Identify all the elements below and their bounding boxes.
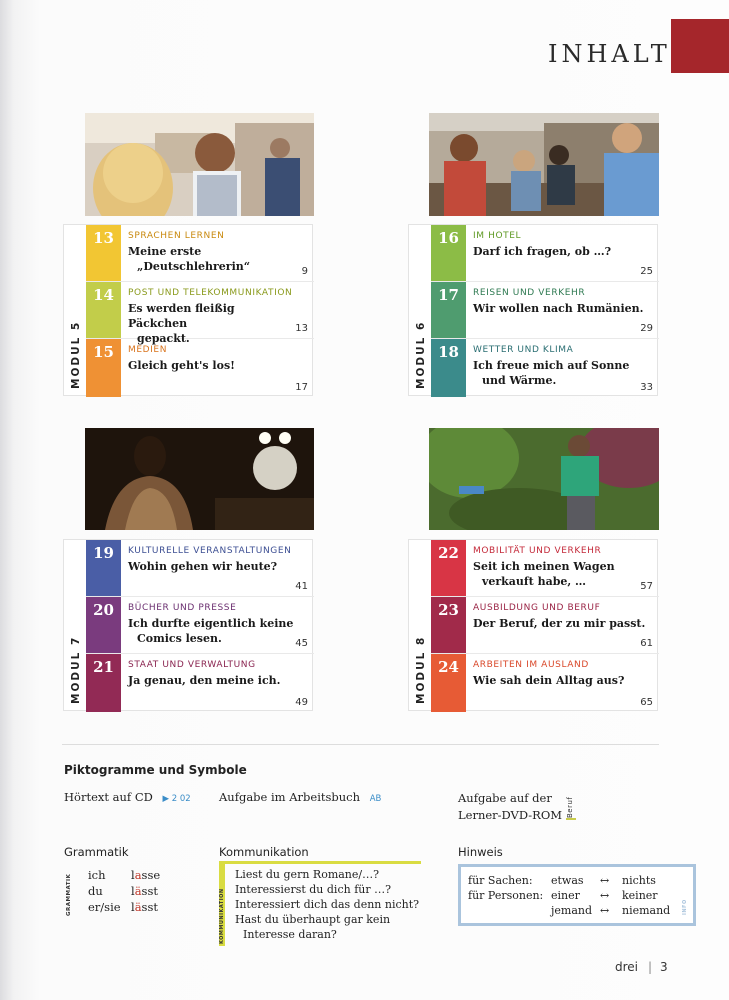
grammar-pronoun: er/sie	[88, 900, 121, 914]
hinweis-right: niemand	[622, 904, 671, 917]
grammatik-side-label: GRAMMATIK	[66, 873, 72, 916]
chapter-number: 13	[86, 225, 121, 281]
kommunikation-side-label: KOMMUNIKATION	[219, 888, 225, 944]
chapter-title: Darf ich fragen, ob …?	[473, 245, 612, 258]
kommunikation-line: Interessiert dich das denn nicht?	[235, 898, 420, 911]
chapter-page: 25	[640, 266, 653, 277]
legend-dvd: Aufgabe auf der Lerner-DVD-ROM	[458, 791, 563, 822]
chapter-page: 13	[295, 323, 308, 334]
legend-hoertext: Hörtext auf CD ▶ 2 02	[64, 790, 191, 804]
module-7-box	[63, 539, 313, 711]
photo-hotel-reception	[429, 113, 659, 216]
hinweis-arrow: ↔	[600, 904, 610, 917]
kommunikation-box-top	[225, 861, 421, 864]
chapter-number: 17	[431, 282, 466, 338]
workbook-icon: AB	[369, 794, 382, 804]
hinweis-arrow: ↔	[600, 889, 610, 902]
chapter-topic: ARBEITEN IM AUSLAND	[473, 660, 589, 670]
photo-garden	[429, 428, 659, 530]
chapter-page: 17	[295, 382, 308, 393]
legend-arbeitsbuch: Aufgabe im Arbeitsbuch AB	[219, 790, 382, 804]
hinweis-arrow: ↔	[600, 874, 610, 887]
photo-language-school	[85, 113, 314, 216]
module-5-box	[63, 224, 313, 396]
photo-theater	[85, 428, 314, 530]
chapter-page: 49	[295, 697, 308, 708]
grammar-verb: lässt	[131, 884, 158, 898]
grammar-verb: lasse	[131, 868, 161, 882]
chapter-number: 22	[431, 540, 466, 596]
chapter-topic: IM HOTEL	[473, 231, 522, 241]
kommunikation-line: Interessierst du dich für …?	[235, 883, 391, 896]
chapter-topic: KULTURELLE VERANSTALTUNGEN	[128, 546, 292, 556]
chapter-17[interactable]	[431, 282, 659, 339]
chapter-number: 14	[86, 282, 121, 338]
chapter-number: 19	[86, 540, 121, 596]
chapter-title: Ich freue mich auf Sonne und Wärme.	[473, 359, 630, 387]
chapter-title: Meine erste „Deutschlehrerin“	[128, 245, 251, 273]
chapter-22[interactable]	[431, 540, 659, 597]
module-label: MODUL 5	[64, 225, 86, 395]
chapter-title: Wir wollen nach Rumänien.	[473, 302, 644, 315]
chapter-page: 33	[640, 382, 653, 393]
chapter-24[interactable]	[431, 654, 659, 712]
chapter-20[interactable]	[86, 597, 314, 654]
hinweis-left: etwas	[551, 874, 584, 887]
grammar-pronoun: du	[88, 884, 103, 898]
chapter-topic: MOBILITÄT UND VERKEHR	[473, 546, 602, 556]
kommunikation-line: Hast du überhaupt gar kein	[235, 913, 391, 926]
module-6-box	[408, 224, 658, 396]
chapter-number: 21	[86, 654, 121, 712]
module-label: MODUL 6	[409, 225, 431, 395]
hinweis-heading: Hinweis	[458, 845, 503, 859]
chapter-topic: STAAT UND VERWALTUNG	[128, 660, 256, 670]
chapter-title: Es werden fleißig Päckchen gepackt.	[128, 302, 235, 345]
chapter-23[interactable]	[431, 597, 659, 654]
chapter-16[interactable]	[431, 225, 659, 282]
cd-track-icon: ▶ 2 02	[162, 794, 191, 804]
chapter-page: 65	[640, 697, 653, 708]
hinweis-right: keiner	[622, 889, 658, 902]
dvd-tag-icon: Beruf	[566, 792, 576, 820]
hinweis-label: für Sachen:	[468, 874, 533, 887]
chapter-number: 15	[86, 339, 121, 397]
grammar-pronoun: ich	[88, 868, 106, 882]
legend-divider	[62, 744, 659, 745]
hinweis-left: jemand	[551, 904, 593, 917]
grammar-verb: lässt	[131, 900, 158, 914]
chapter-21[interactable]	[86, 654, 314, 712]
hinweis-right: nichts	[622, 874, 656, 887]
chapter-page: 9	[301, 266, 308, 277]
footer-page-number: 3	[660, 960, 668, 974]
chapter-18[interactable]	[431, 339, 659, 397]
legend-title: Piktogramme und Symbole	[64, 763, 247, 777]
chapter-topic: MEDIEN	[128, 345, 168, 355]
chapter-topic: POST UND TELEKOMMUNIKATION	[128, 288, 293, 298]
chapter-topic: BÜCHER UND PRESSE	[128, 603, 237, 613]
chapter-14[interactable]	[86, 282, 314, 345]
kommunikation-heading: Kommunikation	[219, 845, 309, 859]
chapter-number: 20	[86, 597, 121, 653]
footer-page-word: drei	[615, 960, 639, 974]
chapter-number: 23	[431, 597, 466, 653]
chapter-topic: AUSBILDUNG UND BERUF	[473, 603, 601, 613]
chapter-title: Der Beruf, der zu mir passt.	[473, 617, 646, 630]
chapter-19[interactable]	[86, 540, 314, 597]
chapter-title: Gleich geht's los!	[128, 359, 235, 372]
header-accent-block	[671, 19, 729, 73]
chapter-title: Wie sah dein Alltag aus?	[473, 674, 625, 687]
chapter-page: 61	[640, 638, 653, 649]
chapter-page: 57	[640, 581, 653, 592]
chapter-topic: SPRACHEN LERNEN	[128, 231, 225, 241]
chapter-13[interactable]	[86, 225, 314, 282]
hinweis-left: einer	[551, 889, 580, 902]
chapter-topic: REISEN UND VERKEHR	[473, 288, 586, 298]
chapter-15[interactable]	[86, 339, 314, 397]
chapter-number: 16	[431, 225, 466, 281]
module-label: MODUL 8	[409, 540, 431, 710]
hinweis-side-label: INFO	[682, 899, 688, 915]
grammatik-heading: Grammatik	[64, 845, 129, 859]
module-8-box	[408, 539, 658, 711]
kommunikation-line: Liest du gern Romane/…?	[235, 868, 379, 881]
chapter-number: 24	[431, 654, 466, 712]
module-label: MODUL 7	[64, 540, 86, 710]
chapter-title: Seit ich meinen Wagen verkauft habe, …	[473, 560, 615, 588]
chapter-topic: WETTER UND KLIMA	[473, 345, 574, 355]
chapter-page: 29	[640, 323, 653, 334]
chapter-page: 41	[295, 581, 308, 592]
chapter-title: Ich durfte eigentlich keine Comics lesen.	[128, 617, 294, 645]
hinweis-label: für Personen:	[468, 889, 544, 902]
footer-separator: |	[648, 960, 653, 974]
chapter-page: 45	[295, 638, 308, 649]
kommunikation-line: Interesse daran?	[243, 928, 337, 941]
page-title: INHALT	[548, 40, 671, 68]
chapter-title: Wohin gehen wir heute?	[128, 560, 278, 573]
chapter-number: 18	[431, 339, 466, 397]
chapter-title: Ja genau, den meine ich.	[128, 674, 281, 687]
